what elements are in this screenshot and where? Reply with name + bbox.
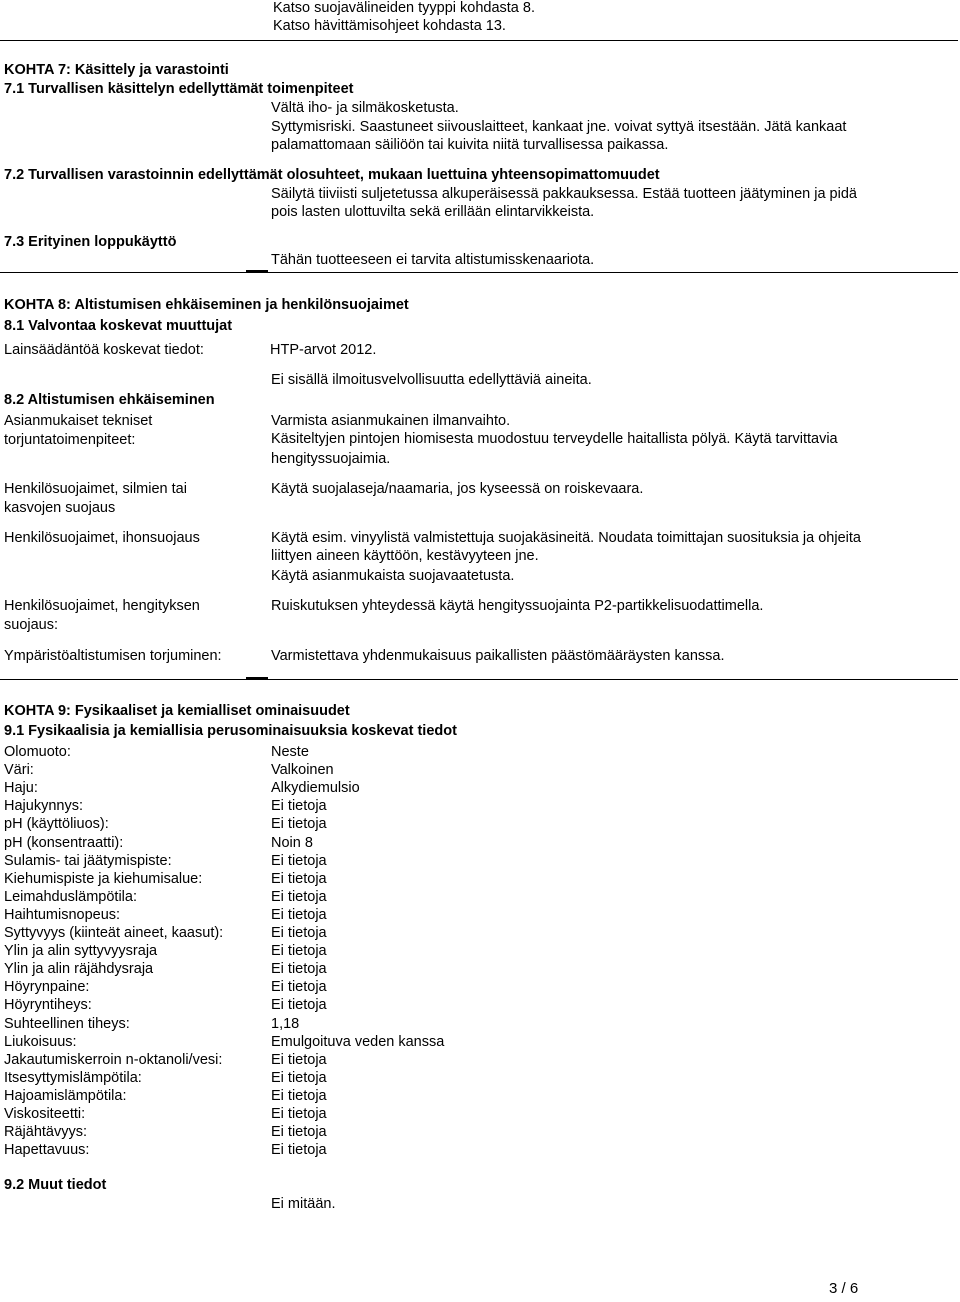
divider — [0, 272, 958, 273]
property-label: Hapettavuus: — [4, 1142, 90, 1158]
property-value: Ei tietoja — [271, 1106, 327, 1122]
property-value: Ei tietoja — [271, 1142, 327, 1158]
text-7-1-line: Vältä iho- ja silmäkosketusta. — [271, 100, 459, 116]
property-value: Neste — [271, 744, 309, 760]
property-value: Ei tietoja — [271, 961, 327, 977]
text-7-2-line: Säilytä tiiviisti suljetetussa alkuperäisessä pakkauksessa. Estää tuotteen jäätyminen ja pidä — [271, 186, 857, 202]
property-label: Höyryntiheys: — [4, 997, 92, 1013]
eye-value: Käytä suojalaseja/naamaria, jos kyseessä on roiskevaara. — [271, 481, 644, 497]
property-label: Suhteellinen tiheys: — [4, 1016, 130, 1032]
property-label: Viskositeetti: — [4, 1106, 86, 1122]
property-value: Ei tietoja — [271, 907, 327, 923]
skin-value-line: Käytä esim. vinyylistä valmistettuja suojakäsineitä. Noudata toimittajan suosituksia ja ohjeita — [271, 530, 861, 546]
property-label: Höyrynpaine: — [4, 979, 90, 995]
property-value: Ei tietoja — [271, 798, 327, 814]
heading-9-1: 9.1 Fysikaalisia ja kemiallisia perusominaisuuksia koskevat tiedot — [4, 723, 457, 739]
property-value: Alkydiemulsio — [271, 780, 360, 796]
eye-label: kasvojen suojaus — [4, 500, 116, 516]
text-9-2: Ei mitään. — [271, 1196, 336, 1212]
tech-label: torjuntatoimenpiteet: — [4, 432, 136, 448]
property-value: Ei tietoja — [271, 997, 327, 1013]
property-value: Ei tietoja — [271, 853, 327, 869]
heading-9-2: 9.2 Muut tiedot — [4, 1177, 107, 1193]
tech-value-line: hengityssuojaimia. — [271, 451, 391, 467]
property-label: Itsesyttymislämpötila: — [4, 1070, 142, 1086]
property-label: Liukoisuus: — [4, 1034, 77, 1050]
heading-8-1: 8.1 Valvontaa koskevat muuttujat — [4, 318, 233, 334]
property-label: Jakautumiskerroin n-oktanoli/vesi: — [4, 1052, 223, 1068]
property-label: Haihtumisnopeus: — [4, 907, 121, 923]
property-label: Kiehumispiste ja kiehumisalue: — [4, 871, 203, 887]
property-label: Ylin ja alin räjähdysraja — [4, 961, 154, 977]
property-value: Ei tietoja — [271, 871, 327, 887]
property-label: Olomuoto: — [4, 744, 71, 760]
legal-value: HTP-arvot 2012. — [270, 342, 377, 358]
property-value: Ei tietoja — [271, 1124, 327, 1140]
resp-label: Henkilösuojaimet, hengityksen — [4, 598, 200, 614]
page-number: 3 / 6 — [829, 1280, 859, 1297]
property-label: Hajoamislämpötila: — [4, 1088, 127, 1104]
property-value: Ei tietoja — [271, 1070, 327, 1086]
property-value: Ei tietoja — [271, 1088, 327, 1104]
resp-value: Ruiskutuksen yhteydessä käytä hengityssuojainta P2-partikkelisuodattimella. — [271, 598, 764, 614]
text-7-3: Tähän tuotteeseen ei tarvita altistumisskenaariota. — [271, 252, 595, 268]
heading-8-2: 8.2 Altistumisen ehkäiseminen — [4, 392, 215, 408]
property-value: Ei tietoja — [271, 816, 327, 832]
eye-label: Henkilösuojaimet, silmien tai — [4, 481, 187, 497]
section-7-title: KOHTA 7: Käsittely ja varastointi — [4, 62, 229, 78]
tech-label: Asianmukaiset tekniset — [4, 413, 153, 429]
text-7-2-line: pois lasten ulottuvilta sekä erillään elintarvikkeista. — [271, 204, 595, 220]
divider-dash — [246, 270, 268, 272]
property-label: Leimahduslämpötila: — [4, 889, 137, 905]
property-value: Ei tietoja — [271, 1052, 327, 1068]
tech-value-line: Varmista asianmukainen ilmanvaihto. — [271, 413, 511, 429]
section-9-title: KOHTA 9: Fysikaaliset ja kemialliset ominaisuudet — [4, 703, 350, 719]
ref-protective-equipment: Katso suojavälineiden tyyppi kohdasta 8. — [273, 0, 535, 16]
property-label: pH (käyttöliuos): — [4, 816, 109, 832]
env-value: Varmistettava yhdenmukaisuus paikallisten päästömääräysten kanssa. — [271, 648, 725, 664]
divider-dash — [246, 677, 268, 679]
skin-value-line: Käytä asianmukaista suojavaatetusta. — [271, 568, 515, 584]
property-value: 1,18 — [271, 1016, 300, 1032]
property-label: Sulamis- tai jäätymispiste: — [4, 853, 172, 869]
legal-label: Lainsäädäntöä koskevat tiedot: — [4, 342, 204, 358]
section-8-title: KOHTA 8: Altistumisen ehkäiseminen ja henkilönsuojaimet — [4, 297, 409, 313]
property-label: Syttyvyys (kiinteät aineet, kaasut): — [4, 925, 224, 941]
skin-value-line: liittyen aineen käyttöön, kestävyyteen jne. — [271, 548, 539, 564]
property-value: Ei tietoja — [271, 943, 327, 959]
heading-7-3: 7.3 Erityinen loppukäyttö — [4, 234, 177, 250]
property-value: Ei tietoja — [271, 979, 327, 995]
divider — [0, 679, 958, 680]
resp-label: suojaus: — [4, 617, 59, 633]
text-7-1-line: palamattomaan säiliöön tai kuivita niitä turvallisessa paikassa. — [271, 137, 669, 153]
env-label: Ympäristöaltistumisen torjuminen: — [4, 648, 222, 664]
property-value: Emulgoituva veden kanssa — [271, 1034, 445, 1050]
ref-disposal: Katso hävittämisohjeet kohdasta 13. — [273, 18, 506, 34]
property-value: Ei tietoja — [271, 925, 327, 941]
property-label: Haju: — [4, 780, 38, 796]
text-7-1-line: Syttymisriski. Saastuneet siivouslaitteet, kankaat jne. voivat syttyä itsestään. Jätä kankaat — [271, 119, 847, 135]
property-value: Ei tietoja — [271, 889, 327, 905]
property-label: Räjähtävyys: — [4, 1124, 88, 1140]
heading-7-1: 7.1 Turvallisen käsittelyn edellyttämät toimenpiteet — [4, 81, 354, 97]
divider — [0, 40, 958, 41]
property-value: Valkoinen — [271, 762, 334, 778]
property-label: pH (konsentraatti): — [4, 835, 124, 851]
property-label: Ylin ja alin syttyvyysraja — [4, 943, 158, 959]
property-label: Hajukynnys: — [4, 798, 83, 814]
heading-7-2: 7.2 Turvallisen varastoinnin edellyttämät olosuhteet, mukaan luettuina yhteensopimattomuudet — [4, 167, 660, 183]
tech-value-line: Käsiteltyjen pintojen hiomisesta muodostuu terveydelle haitallista pölyä. Käytä tarvittavia — [271, 431, 838, 447]
property-value: Noin 8 — [271, 835, 313, 851]
property-label: Väri: — [4, 762, 34, 778]
notify-text: Ei sisällä ilmoitusvelvollisuutta edellyttäviä aineita. — [271, 372, 592, 388]
skin-label: Henkilösuojaimet, ihonsuojaus — [4, 530, 200, 546]
